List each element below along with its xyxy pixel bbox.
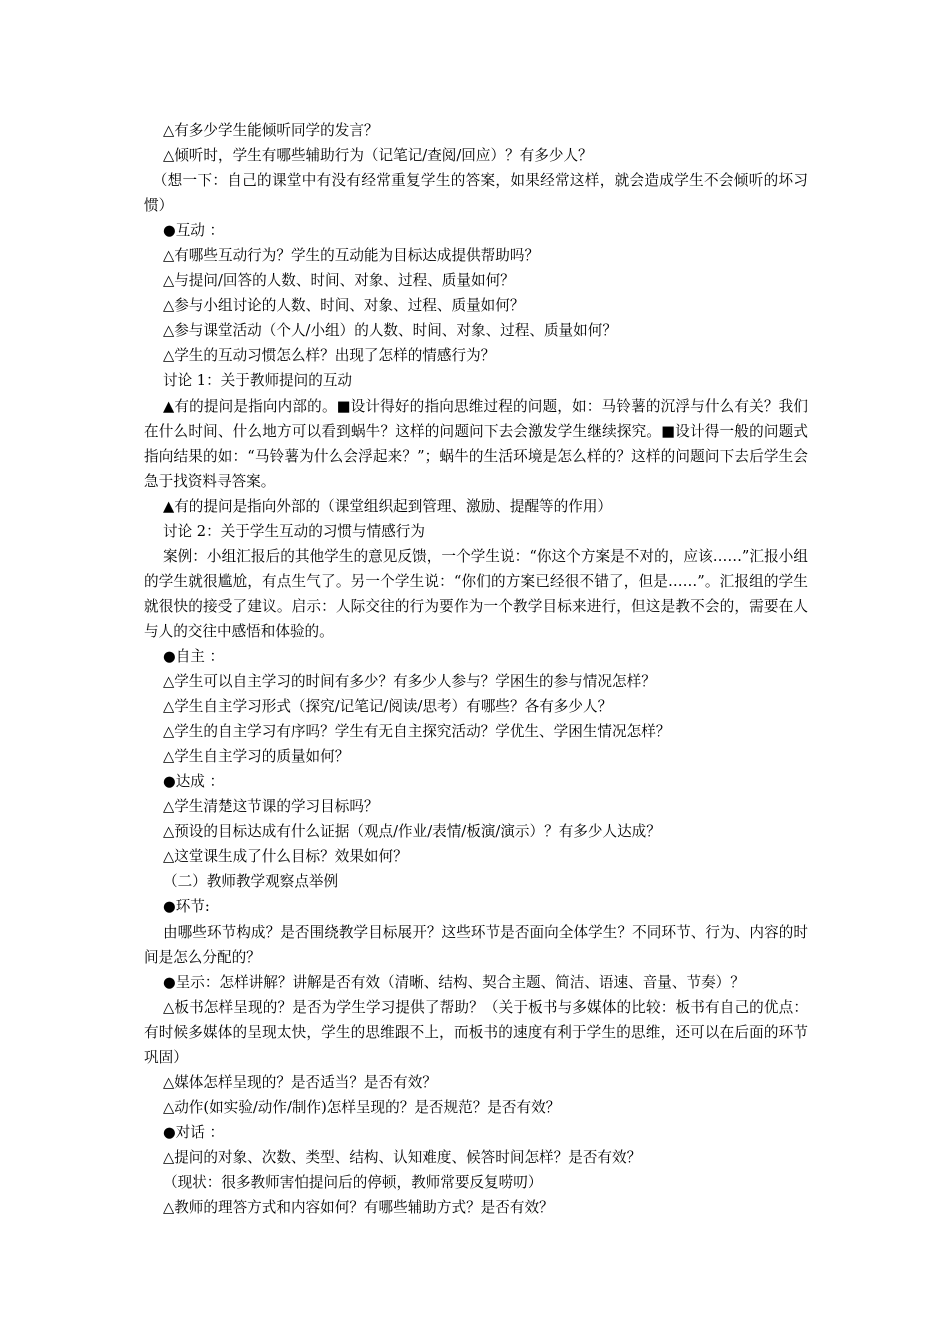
discussion-heading: 讨论 2：关于学生互动的习惯与情感行为 xyxy=(162,522,425,540)
paragraph: △板书怎样呈现的？是否为学生学习提供了帮助？（关于板书与多媒体的比较：板书有自己的优点：有时候多媒体的呈现太快，学生的思维跟不上，而板书的速度有利于学生的思维，还可以在后面的环节巩固） xyxy=(144,998,808,1066)
paragraph: △动作(如实验/动作/制作)怎样呈现的？是否规范？是否有效？ xyxy=(162,1098,561,1116)
section-heading: ●环节: xyxy=(162,898,210,916)
paragraph: △有多少学生能倾听同学的发言？ xyxy=(162,122,379,139)
paragraph: △提问的对象、次数、类型、结构、认知难度、候答时间怎样？是否有效？ xyxy=(162,1148,642,1166)
paragraph: △学生的自主学习有序吗？学生有无自主探究活动？学优生、学困生情况怎样？ xyxy=(162,723,671,741)
document-page xyxy=(144,118,808,1220)
section-heading: ●互动 ： xyxy=(162,222,225,240)
paragraph: ▲有的提问是指向内部的。■设计得好的指向思维过程的问题，如：马铃薯的沉浮与什么有关？我们在什么时间、什么地方可以看到蜗牛？这样的问题问下去会激发学生继续探究。■设计得一般的问题式指向结果的如：“马铃薯为什么会浮起来？”；蜗牛的生活环境是怎么样的？这样的问题问下去后学生会急于找资料寻答案。 xyxy=(144,397,808,490)
paragraph: ●呈示：怎样讲解？讲解是否有效（清晰、结构、契合主题、简洁、语速、音量、节奏）？ xyxy=(162,973,745,991)
paragraph: △预设的目标达成有什么证据（观点/作业/表情/板演/演示）？有多少人达成？ xyxy=(162,823,661,841)
paragraph: △学生可以自主学习的时间有多少？有多少人参与？学困生的参与情况怎样？ xyxy=(162,673,656,691)
section-heading: ●自主 ： xyxy=(162,647,225,665)
section-heading: ●达成 ： xyxy=(162,773,225,791)
paragraph: △倾听时，学生有哪些辅助行为（记笔记/查阅/回应）？有多少人？ xyxy=(162,147,593,165)
paragraph: △学生清楚这节课的学习目标吗？ xyxy=(162,798,379,816)
section-heading: ●对话 ： xyxy=(162,1123,225,1141)
paragraph: △学生自主学习形式（探究/记笔记/阅读/思考）有哪些？各有多少人？ xyxy=(162,698,613,716)
paragraph: △媒体怎样呈现的？是否适当？是否有效？ xyxy=(162,1073,437,1091)
paragraph: △与提问/回答的人数、时间、对象、过程、质量如何？ xyxy=(162,272,515,290)
paragraph: ▲有的提问是指向外部的（课堂组织起到管理、激励、提醒等的作用） xyxy=(162,497,613,515)
subsection-heading: （二）教师教学观察点举例 xyxy=(162,873,339,891)
paragraph: （现状：很多教师害怕提问后的停顿，教师常要反复唠叨） xyxy=(162,1173,543,1191)
paragraph: △学生的互动习惯怎么样？出现了怎样的情感行为？ xyxy=(162,347,496,365)
paragraph: 由哪些环节构成？是否围绕教学目标展开？这些环节是否面向全体学生？不同环节、行为、内容的时间是怎么分配的？ xyxy=(144,923,808,966)
discussion-heading: 讨论 1：关于教师提问的互动 xyxy=(162,372,353,390)
paragraph: △参与课堂活动（个人/小组）的人数、时间、对象、过程、质量如何？ xyxy=(162,322,617,340)
paragraph: △教师的理答方式和内容如何？有哪些辅助方式？是否有效？ xyxy=(162,1199,554,1217)
paragraph: △这堂课生成了什么目标？效果如何？ xyxy=(162,848,408,866)
paragraph: △学生自主学习的质量如何？ xyxy=(162,748,350,766)
paragraph: （想一下：自己的课堂中有没有经常重复学生的答案，如果经常这样，就会造成学生不会倾听的坏习惯） xyxy=(144,172,808,215)
case-paragraph: 案例：小组汇报后的其他学生的意见反馈，一个学生说：“你这个方案是不对的，应该……”汇报小组的学生就很尴尬，有点生气了。另一个学生说：“你们的方案已经很不错了，但是……”。汇报组的学生就很快的接受了建议。启示：人际交往的行为要作为一个教学目标来进行，但这是教不会的，需要在人与人的交往中感悟和体验的。 xyxy=(144,547,808,640)
paragraph: △参与小组讨论的人数、时间、对象、过程、质量如何？ xyxy=(162,297,525,315)
paragraph: △有哪些互动行为？学生的互动能为目标达成提供帮助吗？ xyxy=(162,247,540,265)
